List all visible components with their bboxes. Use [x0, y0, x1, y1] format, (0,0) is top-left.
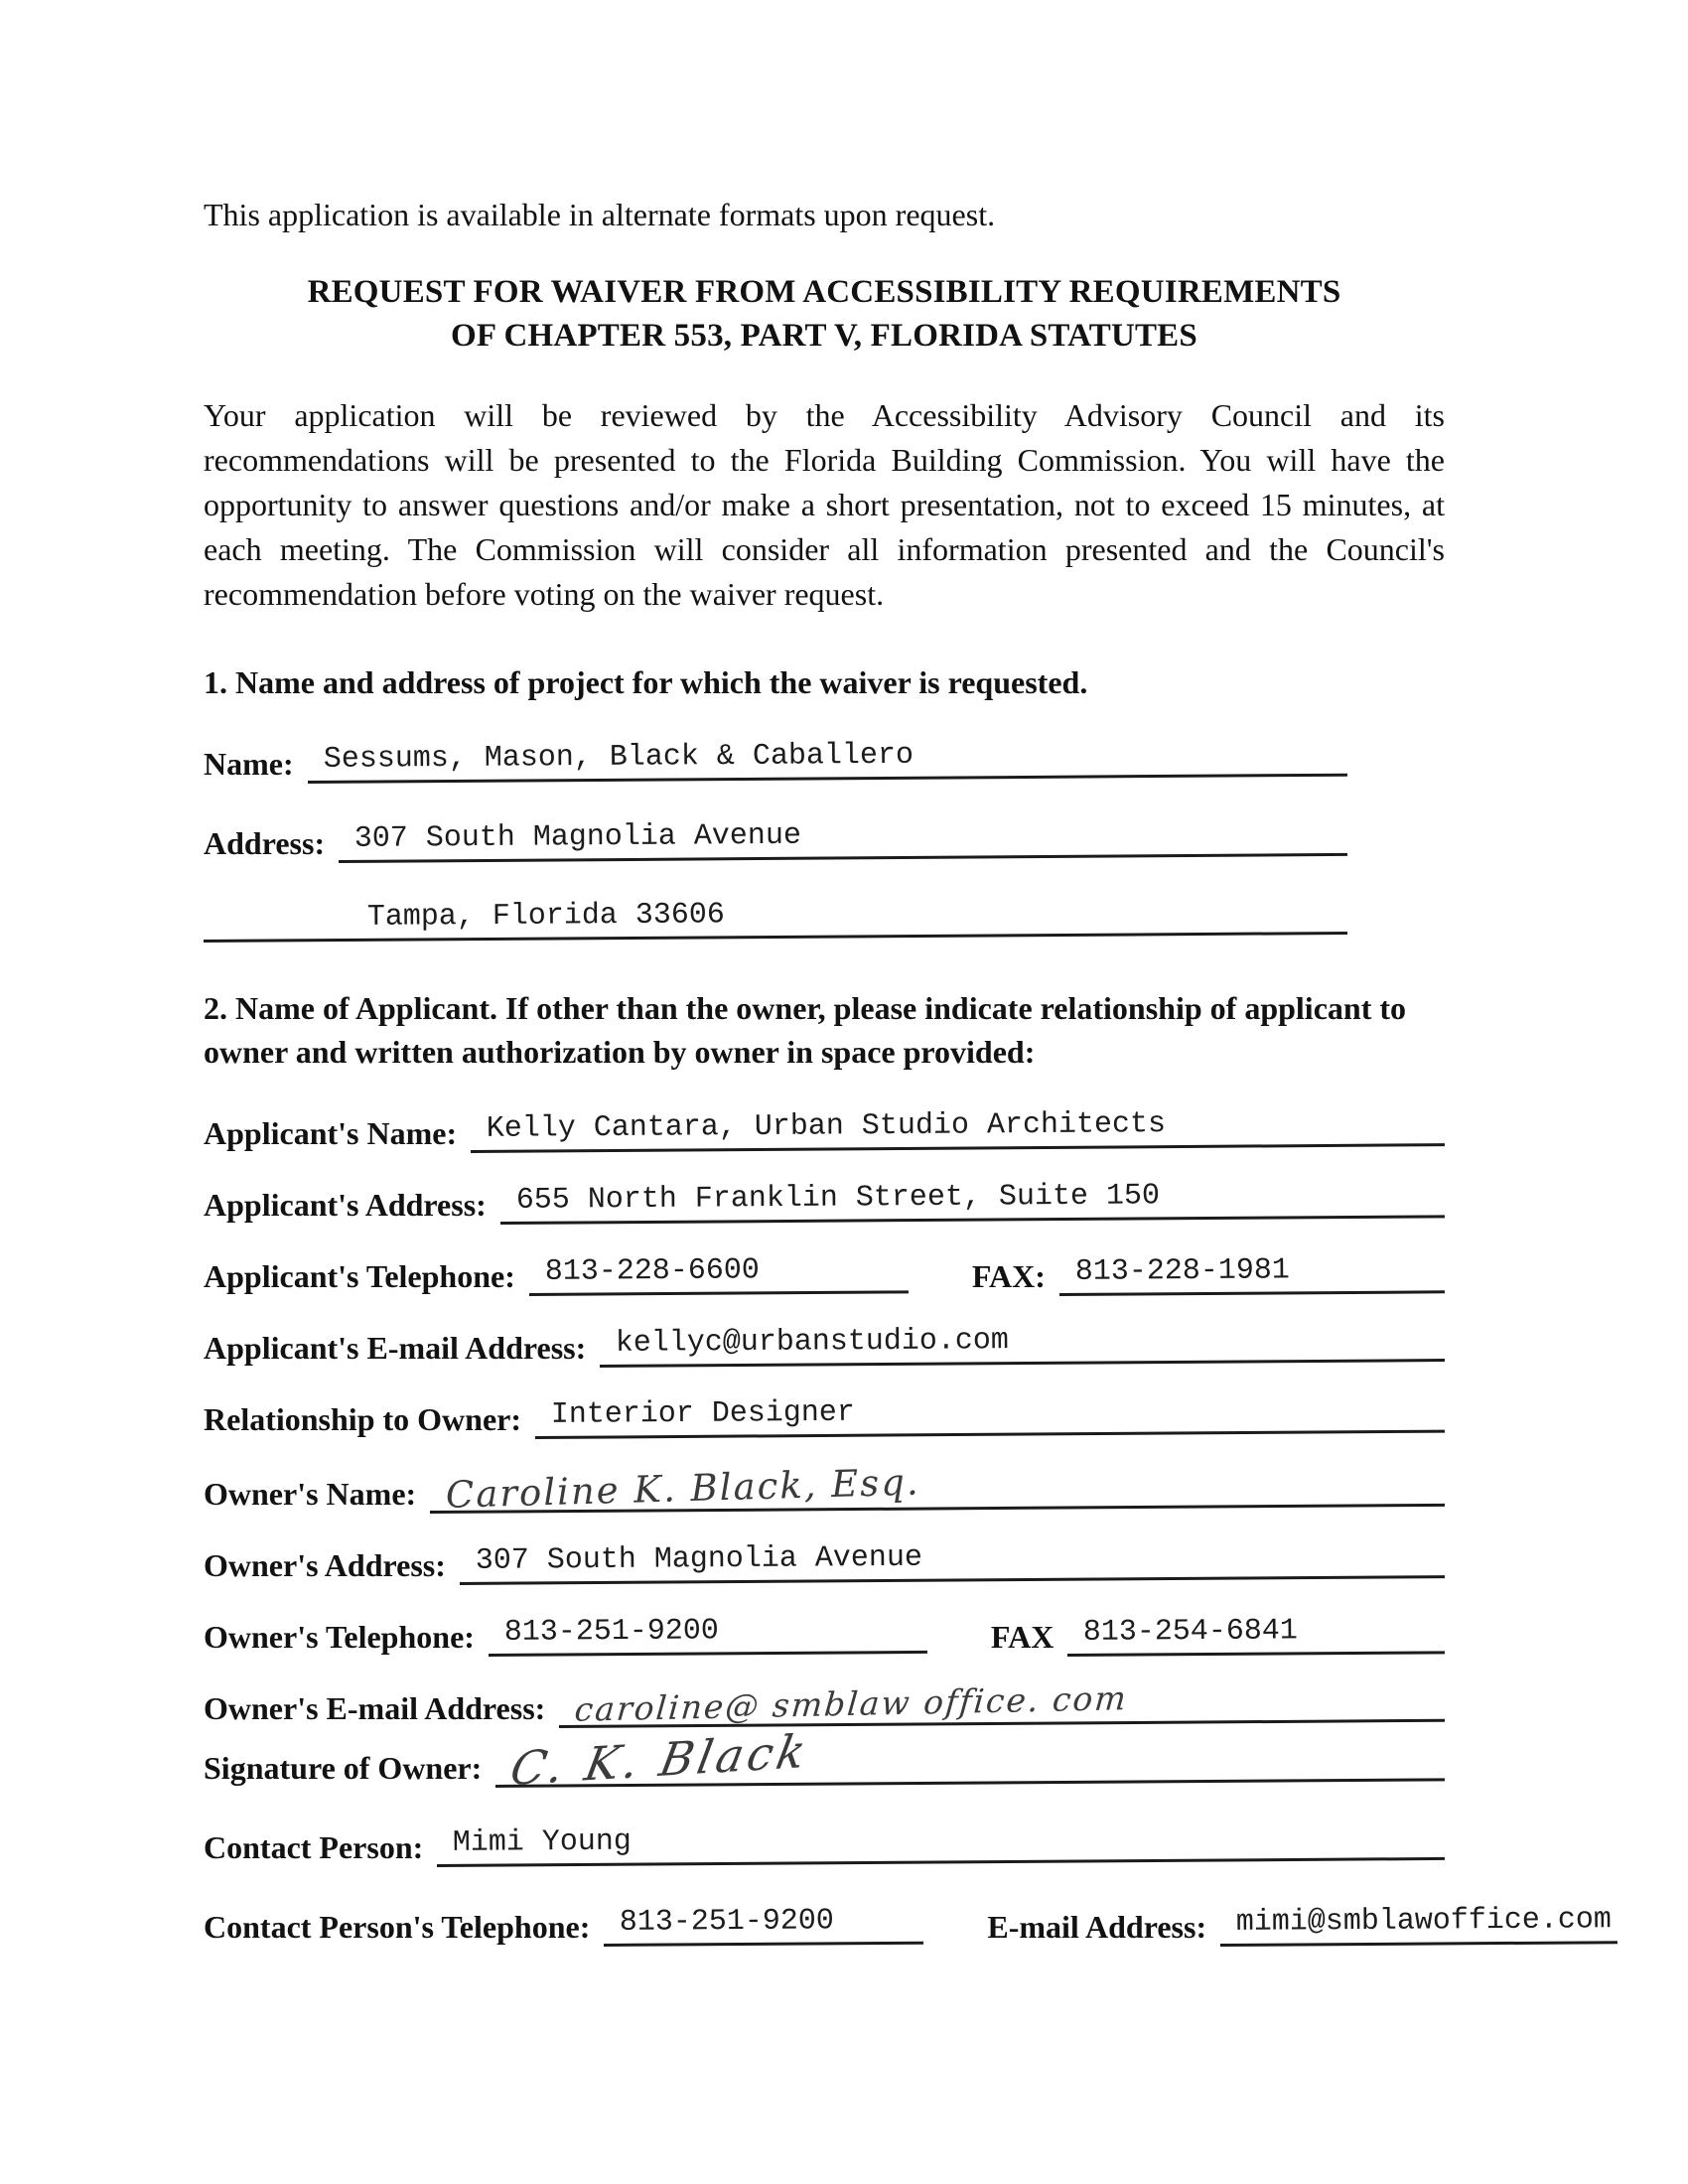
owner-fax-field	[1067, 1612, 1445, 1657]
contact-telephone-value: 813-251-9200	[620, 1904, 835, 1940]
applicant-fax-label: FAX:	[971, 1258, 1046, 1294]
owner-address-value: 307 South Magnolia Avenue	[475, 1540, 922, 1578]
applicant-fax-value: 813-228-1981	[1074, 1253, 1290, 1289]
intro-paragraph: Your application will be reviewed by the Accessibility Advisory Council and its recommendations will be presented to the Florida Building Commission. You will have the opportunity to answer questions and/or make a short presentation, not to exceed 15 minutes, at each meeting. The Commission will consider all information presented and the Council's recommendation before voting on the waiver request.	[204, 397, 1445, 612]
applicant-email-row	[204, 1326, 1445, 1368]
applicant-telephone-field	[529, 1251, 909, 1296]
relationship-value: Interior Designer	[550, 1395, 856, 1432]
owner-name-row	[204, 1460, 1445, 1517]
form-content	[204, 195, 1613, 1947]
owner-email-field	[559, 1680, 1445, 1728]
applicant-name-field	[471, 1104, 1445, 1153]
project-address-value: 307 South Magnolia Avenue	[353, 818, 802, 856]
project-address-row2	[204, 898, 1445, 943]
project-address-field	[339, 814, 1347, 863]
applicant-name-row	[204, 1107, 1445, 1153]
owner-telephone-field	[489, 1612, 927, 1657]
owner-fax-value: 813-254-6841	[1083, 1614, 1299, 1650]
applicant-address-field	[500, 1176, 1445, 1225]
section2-heading-line2: owner and written authorization by owner in space provided:	[204, 1034, 1036, 1070]
contact-telephone-row	[204, 1903, 1613, 1947]
owner-email-handwritten-value: caroline@ smblaw office. com	[573, 1678, 1130, 1729]
applicant-address-label: Applicant's Address:	[204, 1187, 487, 1223]
applicant-fax-field	[1059, 1251, 1445, 1296]
owner-email-label: Owner's E-mail Address:	[204, 1690, 546, 1726]
owner-address-row	[204, 1540, 1445, 1585]
contact-email-value: mimi@smblawoffice.com	[1235, 1903, 1613, 1940]
owner-telephone-row	[204, 1615, 1445, 1657]
owner-address-label: Owner's Address:	[204, 1547, 446, 1583]
applicant-name-value: Kelly Cantara, Urban Studio Architects	[486, 1107, 1167, 1146]
project-name-label: Name:	[204, 746, 294, 782]
owner-name-field	[430, 1460, 1445, 1517]
owner-signature-label: Signature of Owner:	[204, 1750, 483, 1786]
project-name-field	[307, 735, 1347, 784]
applicant-telephone-label: Applicant's Telephone:	[204, 1258, 515, 1294]
owner-telephone-label: Owner's Telephone:	[204, 1619, 475, 1655]
project-address-field2	[204, 893, 1347, 943]
applicant-email-field	[600, 1320, 1445, 1368]
project-address-label: Address:	[204, 825, 326, 861]
contact-email-label: E-mail Address:	[987, 1909, 1207, 1945]
section2-heading	[204, 986, 1445, 1074]
owner-signature-handwritten: C. K. Black	[506, 1723, 814, 1797]
owner-email-row	[204, 1678, 1445, 1729]
owner-signature-field	[495, 1723, 1445, 1797]
contact-email-field	[1220, 1902, 1618, 1947]
project-address-row	[204, 818, 1445, 863]
owner-name-handwritten-value: Caroline K. Black, Esq.	[445, 1460, 921, 1517]
contact-telephone-label: Contact Person's Telephone:	[204, 1909, 591, 1945]
section1-heading: 1. Name and address of project for which the waiver is requested.	[204, 664, 1088, 700]
applicant-telephone-value: 813-228-6600	[544, 1253, 760, 1289]
relationship-field	[535, 1391, 1445, 1439]
contact-person-label: Contact Person:	[204, 1829, 424, 1865]
relationship-row	[204, 1397, 1445, 1439]
applicant-name-label: Applicant's Name:	[204, 1115, 458, 1151]
owner-address-field	[460, 1536, 1445, 1585]
applicant-email-value: kellyc@urbanstudio.com	[615, 1324, 1010, 1361]
contact-person-row	[204, 1825, 1445, 1867]
project-name-row	[204, 738, 1445, 784]
section2-heading-line1: 2. Name of Applicant. If other than the owner, please indicate relationship of applicant to	[204, 990, 1406, 1026]
relationship-label: Relationship to Owner:	[204, 1401, 521, 1437]
applicant-telephone-row	[204, 1254, 1445, 1296]
form-title-line2: OF CHAPTER 553, PART V, FLORIDA STATUTES	[451, 318, 1197, 354]
project-name-value: Sessums, Mason, Black & Caballero	[323, 738, 914, 777]
owner-name-label: Owner's Name:	[204, 1476, 417, 1512]
owner-telephone-value: 813-251-9200	[503, 1614, 719, 1650]
applicant-address-value: 655 North Franklin Street, Suite 150	[515, 1179, 1160, 1218]
contact-telephone-field	[604, 1903, 923, 1947]
form-title-line1: REQUEST FOR WAIVER FROM ACCESSIBILITY REQUIREMENTS	[307, 274, 1341, 310]
applicant-address-row	[204, 1179, 1445, 1225]
contact-person-field	[437, 1819, 1445, 1867]
owner-fax-label: FAX	[990, 1619, 1055, 1655]
alternate-formats-note: This application is available in alternate formats upon request.	[204, 197, 996, 232]
applicant-email-label: Applicant's E-mail Address:	[204, 1330, 587, 1366]
owner-signature-row	[204, 1723, 1445, 1797]
contact-person-value: Mimi Young	[452, 1824, 633, 1860]
form-title	[204, 270, 1445, 358]
project-address-value2: Tampa, Florida 33606	[366, 898, 726, 935]
